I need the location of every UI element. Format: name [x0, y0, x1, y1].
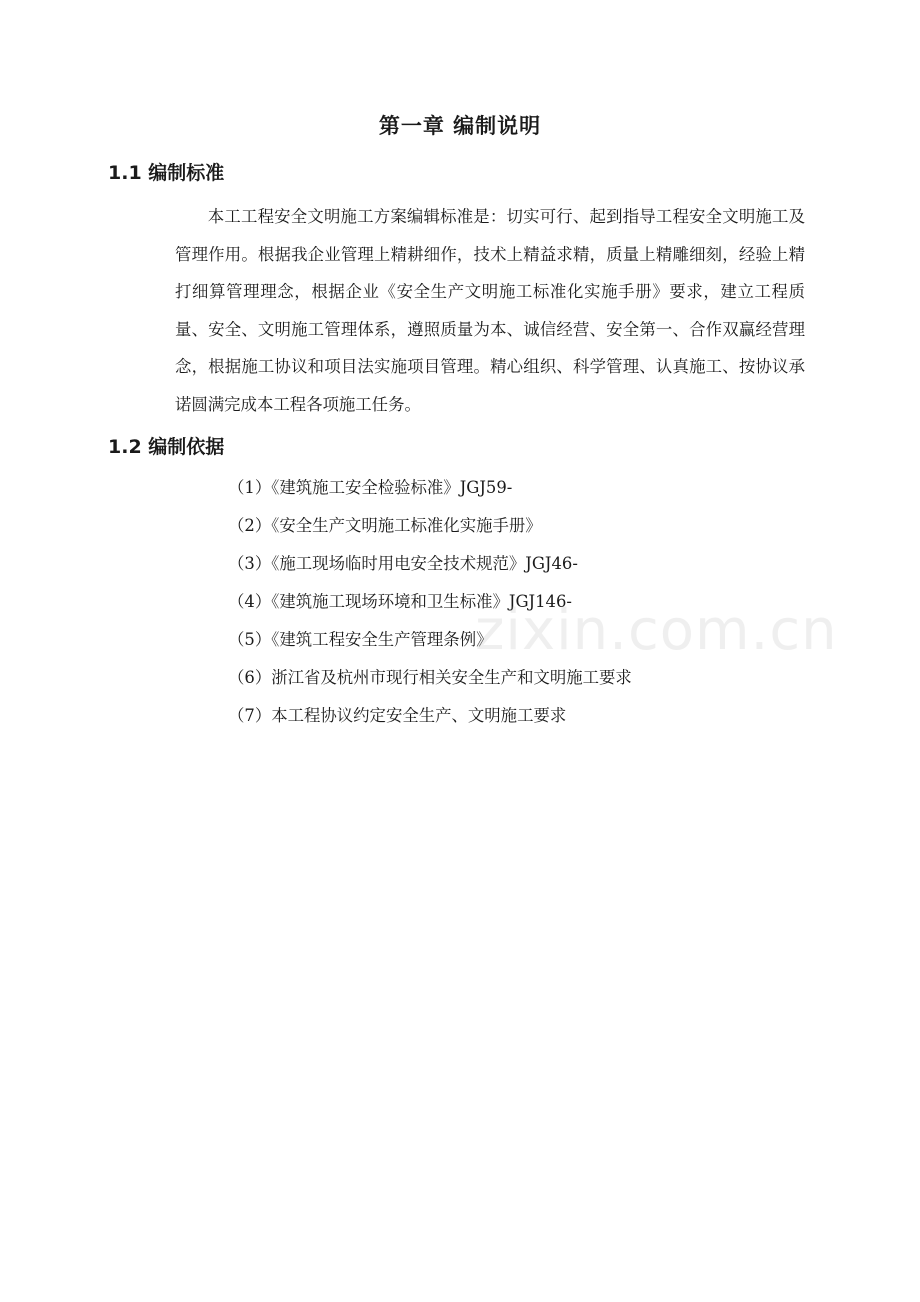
reference-item: （4）《建筑施工现场环境和卫生标准》JGJ146-	[228, 592, 572, 611]
standards-paragraph: 本工工程安全文明施工方案编辑标准是：切实可行、起到指导工程安全文明施工及管理作用。根据我企业管理上精耕细作，技术上精益求精，质量上精雕细刻，经验上精打细算管理理念，根据企业《安全生产文明施工标准化实施手册》要求，建立工程质量、安全、文明施工管理体系，遵照质量为本、诚信经营、安全第一、合作双赢经营理念，根据施工协议和项目法实施项目管理。精心组织、科学管理、认真施工、按协议承诺圆满完成本工程各项施工任务。	[175, 207, 805, 414]
reference-item: （2）《安全生产文明施工标准化实施手册》	[228, 516, 542, 535]
watermark: zixin.com.cn	[475, 598, 838, 663]
reference-item: （5）《建筑工程安全生产管理条例》	[228, 630, 493, 649]
reference-item: （3）《施工现场临时用电安全技术规范》JGJ46-	[228, 554, 578, 573]
chapter-title: 第一章 编制说明	[378, 114, 542, 138]
section-heading-basis: 1.2 编制依据	[108, 436, 225, 458]
reference-list	[228, 473, 632, 739]
section-heading-standards: 1.1 编制标准	[108, 162, 225, 184]
reference-item: （6）浙江省及杭州市现行相关安全生产和文明施工要求	[228, 668, 632, 687]
reference-item: （7）本工程协议约定安全生产、文明施工要求	[228, 706, 567, 725]
reference-item: （1）《建筑施工安全检验标准》JGJ59-	[228, 478, 513, 497]
